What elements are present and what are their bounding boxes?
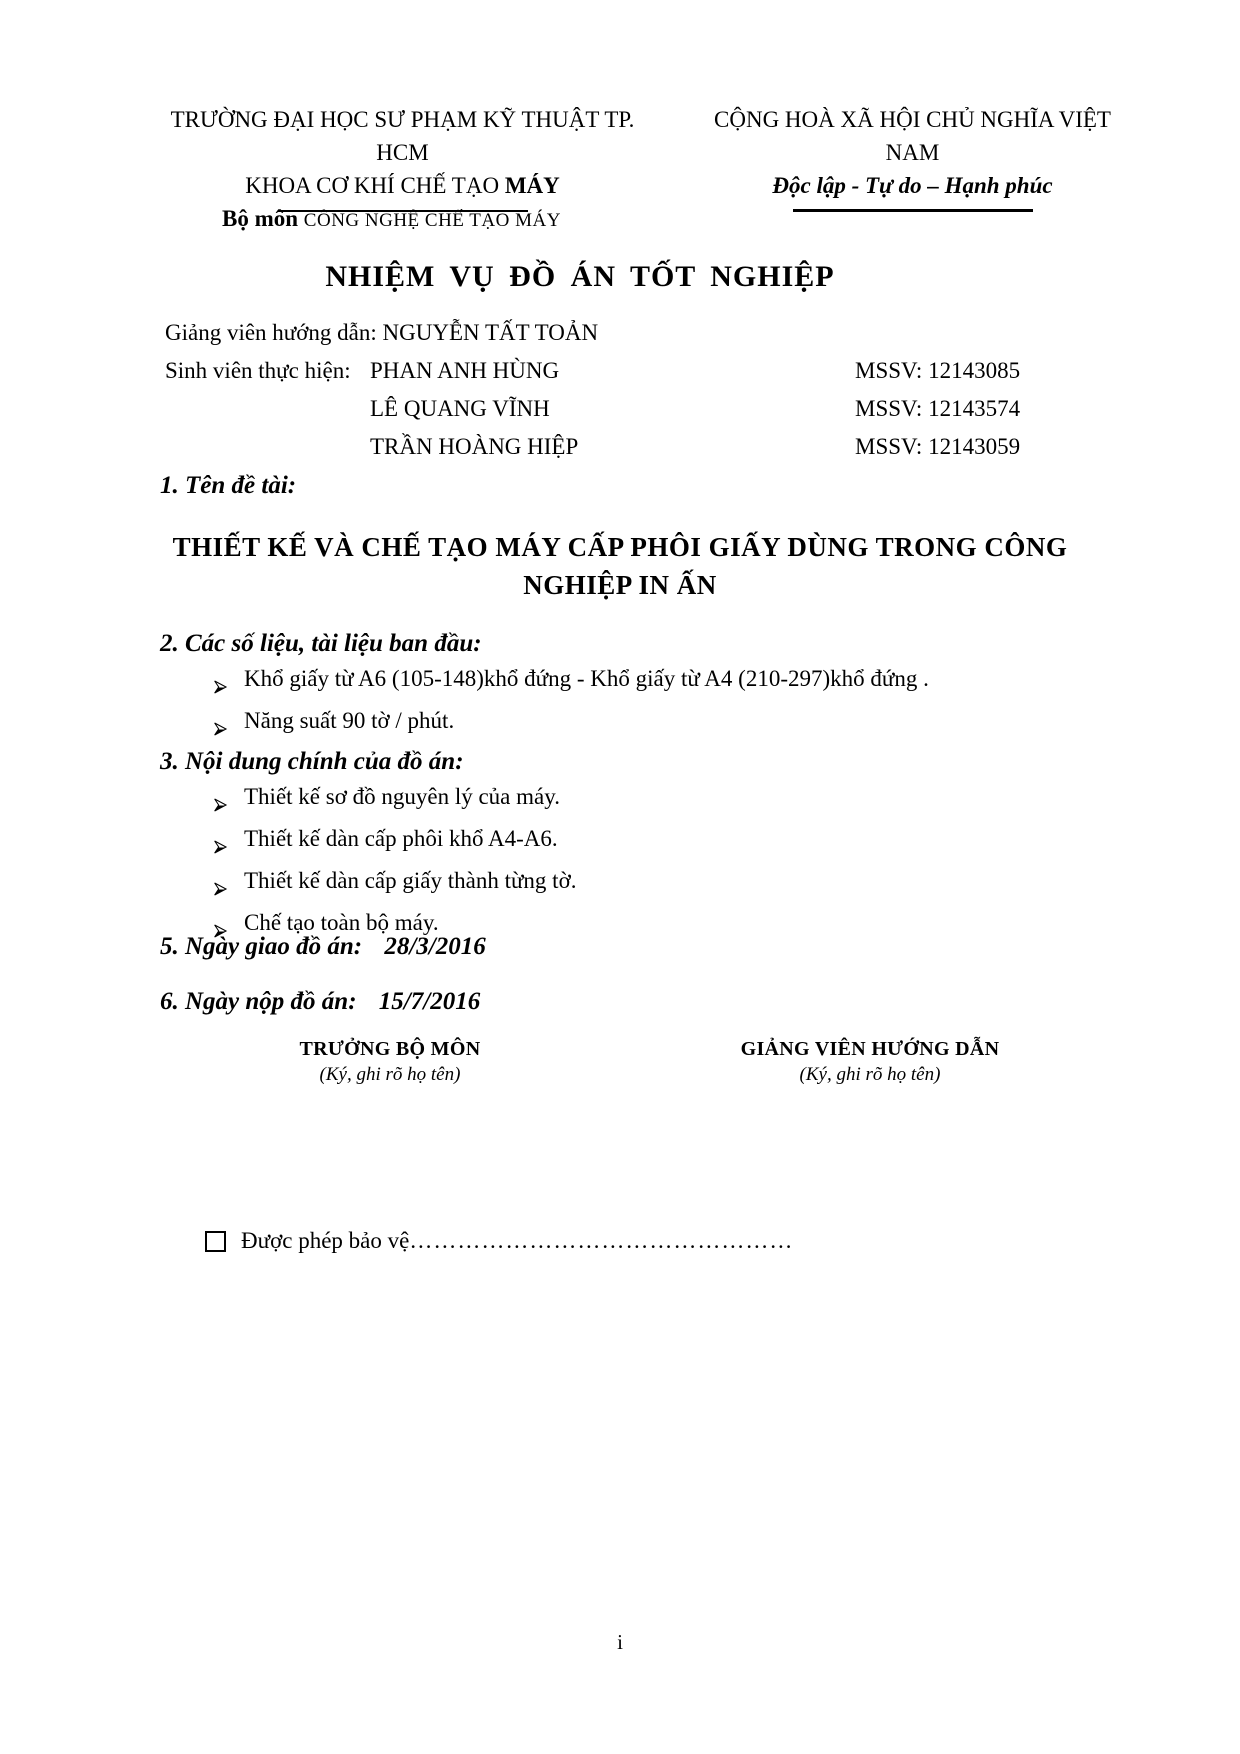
section-3-bullets — [212, 780, 576, 948]
arrow-bullet-icon — [212, 789, 228, 822]
advisor-label: Giảng viên hướng dẫn: — [165, 320, 377, 345]
signature-block-advisor — [685, 1038, 1055, 1086]
list-item-text: Thiết kế sơ đồ nguyên lý của máy. — [244, 784, 560, 809]
advisor-line — [165, 320, 598, 346]
list-item-text: Thiết kế dàn cấp phôi khổ A4-A6. — [244, 826, 558, 851]
section-6-line — [160, 988, 480, 1016]
signature-block-head-of-department — [230, 1038, 550, 1086]
list-item-text: Chế tạo toàn bộ máy. — [244, 910, 439, 935]
list-item-text: Khổ giấy từ A6 (105-148)khổ đứng - Khổ giấy từ A4 (210-297)khổ đứng . — [244, 666, 929, 691]
list-item — [212, 864, 576, 906]
signature-title: TRƯỞNG BỘ MÔN — [299, 1038, 481, 1060]
student-name: LÊ QUANG VĨNH — [370, 396, 550, 421]
document-title: NHIỆM VỤ ĐỒ ÁN TỐT NGHIỆP — [325, 260, 835, 293]
national-motto-line2: Độc lập - Tự do – Hạnh phúc — [772, 173, 1053, 198]
list-item-text: Thiết kế dàn cấp giấy thành từng tờ. — [244, 868, 577, 893]
list-item-text: Năng suất 90 tờ / phút. — [244, 708, 455, 733]
advisor-name: NGUYỄN TẤT TOẢN — [382, 320, 599, 345]
list-item — [212, 704, 929, 746]
approval-checkbox — [205, 1231, 226, 1252]
page-number: i — [617, 1630, 623, 1654]
department-name: CÔNG NGHỆ CHẾ TẠO MÁY — [303, 210, 561, 231]
arrow-bullet-icon — [212, 831, 228, 864]
list-item — [212, 662, 929, 704]
assign-date: 28/3/2016 — [384, 933, 486, 960]
header-right-divider — [793, 209, 1033, 212]
section-3-heading: 3. Nội dung chính của đồ án: — [160, 748, 464, 775]
section-5-line — [160, 933, 486, 961]
list-item — [212, 780, 576, 822]
section-5-heading: 5. Ngày giao đồ án: — [160, 933, 363, 960]
approval-line — [205, 1228, 793, 1254]
department-label: Bộ môn — [222, 206, 299, 231]
signature-note: (Ký, ghi rõ họ tên) — [799, 1064, 941, 1085]
student-name: TRẦN HOÀNG HIỆP — [370, 434, 579, 459]
approval-text: Được phép bảo vệ — [241, 1228, 410, 1253]
section-2-bullets — [212, 662, 929, 746]
university-name: TRƯỜNG ĐẠI HỌC SƯ PHẠM KỸ THUẬT TP. HCM — [170, 107, 635, 165]
section-2-heading: 2. Các số liệu, tài liệu ban đầu: — [160, 630, 482, 657]
arrow-bullet-icon — [212, 873, 228, 906]
department-line — [222, 206, 561, 232]
arrow-bullet-icon — [212, 671, 228, 704]
dotted-fill-line: ………………………………………… — [409, 1228, 794, 1253]
section-6-heading: 6. Ngày nộp đồ án: — [160, 988, 357, 1015]
header-university-block — [145, 103, 660, 212]
student-name: PHAN ANH HÙNG — [370, 358, 560, 383]
list-item — [212, 822, 576, 864]
section-1-heading: 1. Tên đề tài: — [160, 472, 297, 499]
national-motto-line1: CỘNG HOÀ XÃ HỘI CHỦ NGHĨA VIỆT NAM — [714, 107, 1111, 165]
student-id: MSSV: 12143085 — [855, 358, 1021, 383]
signature-note: (Ký, ghi rõ họ tên) — [319, 1064, 461, 1085]
student-id: MSSV: 12143574 — [855, 396, 1021, 421]
project-title: THIẾT KẾ VÀ CHẾ TẠO MÁY CẤP PHÔI GIẤY DÙNG TRONG CÔNG NGHIỆP IN ẤN — [172, 532, 1068, 600]
arrow-bullet-icon — [212, 713, 228, 746]
header-national-block — [695, 103, 1130, 212]
student-id: MSSV: 12143059 — [855, 434, 1021, 459]
students-label: Sinh viên thực hiện: — [165, 358, 351, 383]
signature-title: GIẢNG VIÊN HƯỚNG DẪN — [740, 1038, 1000, 1060]
faculty-name: KHOA CƠ KHÍ CHẾ TẠO MÁY — [245, 173, 560, 198]
submit-date: 15/7/2016 — [378, 988, 481, 1015]
